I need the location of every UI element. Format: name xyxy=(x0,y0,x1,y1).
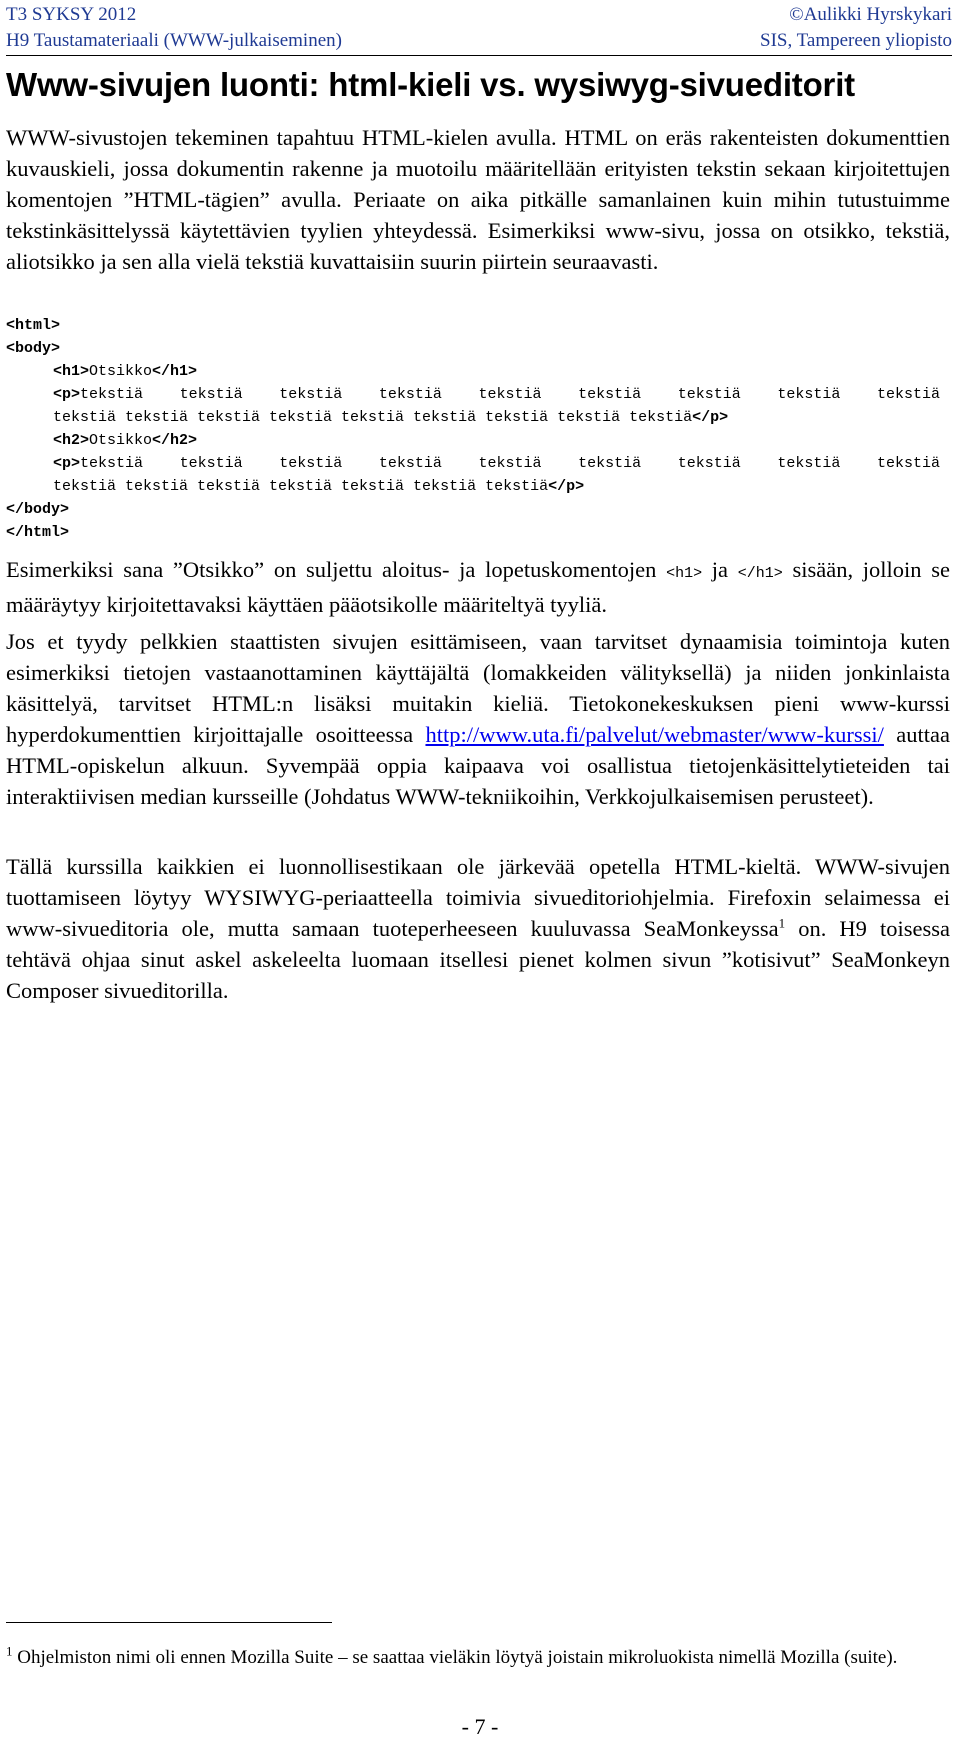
para3-text-start: Jos et tyydy pelkkien staattisten sivujen esittämiseen, vaan tarvitset dynaamisia toimintoja kuten esimerkiksi tietojen vastaanottaminen käyttäjältä (lomakkeiden välityksellä) ja niiden jonkinlaista käsittelyä, tarvitset HTML:n lisäksi muitakin kieliä. Tietokonekeskuksen pieni www-kurssi hyperdokumenttien kirjoittajalle osoitteessa xyxy=(6,629,950,747)
code-h1-line xyxy=(6,360,950,383)
code-h1-text: Otsikko xyxy=(89,363,153,380)
para3-text-end: auttaa HTML-opiskelun alkuun. Syvempää oppia kaipaava voi osallistua tietojenkäsittelytieteiden tai interaktiivisen median kursseille (Johdatus WWW-tekniikoihin, Verkkojulkaisemisen perusteet). xyxy=(6,722,951,809)
code-html-open: <html> xyxy=(6,317,61,334)
header-course: T3 SYKSY 2012 xyxy=(6,4,137,25)
code-html-close: </html> xyxy=(6,524,70,541)
code-p2-close: </p> xyxy=(548,478,585,495)
code-h2-close: </h2> xyxy=(152,432,198,449)
header-material: H9 Taustamateriaali (WWW-julkaiseminen) xyxy=(6,30,342,51)
inline-code-h1-open: <h1> xyxy=(666,565,703,582)
code-p1-text2: tekstiä tekstiä tekstiä tekstiä tekstiä tekstiä tekstiä tekstiä tekstiä xyxy=(53,409,693,426)
code-p2-text2: tekstiä tekstiä tekstiä tekstiä tekstiä tekstiä tekstiä xyxy=(53,478,549,495)
code-h2-line xyxy=(6,429,950,452)
h1-explanation-paragraph xyxy=(6,554,950,620)
www-course-link[interactable]: http://www.uta.fi/palvelut/webmaster/www-kurssi/ xyxy=(425,722,884,747)
code-p1-open: <p> xyxy=(53,386,81,403)
code-h1-open: <h1> xyxy=(53,363,90,380)
code-p2-line1 xyxy=(6,452,950,475)
code-h2-text: Otsikko xyxy=(89,432,153,449)
footnote-number: 1 xyxy=(6,1643,13,1659)
header-institution: SIS, Tampereen yliopisto xyxy=(760,30,952,51)
para2-text-start: Esimerkiksi sana ”Otsikko” on suljettu aloitus- ja lopetuskomentojen xyxy=(6,557,667,582)
intro-paragraph: WWW-sivustojen tekeminen tapahtuu HTML-kielen avulla. HTML on eräs rakenteisten dokumenttien kuvauskieli, jossa dokumentin rakenne ja muotoilu määritellään erityisten tekstin sekaan kirjoitettujen komentojen ”HTML-tägien” avulla. Periaate on aika pitkälle samanlainen kuin mihin tutustuimme tekstinkäsittelyssä käytettävien tyylien yhteydessä. Esimerkiksi www-sivu, jossa on otsikko, tekstiä, aliotsikko ja sen alla vielä tekstiä kuvattaisiin suurin piirtein seuraavasti. xyxy=(6,125,950,274)
code-h1-close: </h1> xyxy=(152,363,198,380)
code-p1-line1 xyxy=(6,383,950,406)
code-body-open: <body> xyxy=(6,340,61,357)
page-title: Www-sivujen luonti: html-kieli vs. wysiwyg-sivueditorit xyxy=(6,66,855,103)
para2-text-mid: ja xyxy=(702,557,738,582)
code-h2-open: <h2> xyxy=(53,432,90,449)
code-body-close: </body> xyxy=(6,501,70,518)
page-header xyxy=(6,2,952,56)
code-p1-text1: tekstiä tekstiä tekstiä tekstiä tekstiä tekstiä tekstiä tekstiä tekstiä xyxy=(80,386,940,403)
para4-text-end: on. H9 toisessa tehtävä ohjaa sinut askel askeleelta luomaan itsellesi pienet kolmen sivun ”kotisivut” SeaMonkeyn Composer sivueditorilla. xyxy=(6,916,950,1003)
header-author: ©Aulikki Hyrskykari xyxy=(789,4,952,25)
wysiwyg-paragraph xyxy=(6,851,950,1006)
page-number: - 7 - xyxy=(461,1714,499,1739)
inline-code-h1-close: </h1> xyxy=(737,565,783,582)
footnote-separator xyxy=(6,1622,332,1623)
code-p1-close: </p> xyxy=(692,409,729,426)
html-code-example xyxy=(6,314,950,544)
footnote-text: Ohjelmiston nimi oli ennen Mozilla Suite – se saattaa vieläkin löytyä joistain mikroluokista nimellä Mozilla (suite). xyxy=(12,1647,898,1668)
footnote-reference: 1 xyxy=(778,915,786,931)
para2-text-end: sisään, jolloin se määräytyy kirjoitettavaksi käyttäen pääotsikolle määriteltyä tyyliä. xyxy=(6,557,950,617)
dynamic-pages-paragraph xyxy=(6,626,950,812)
footnote xyxy=(6,1644,950,1671)
code-p2-open: <p> xyxy=(53,455,81,472)
code-p1-line2 xyxy=(6,406,950,429)
code-p2-line2 xyxy=(6,475,950,498)
para4-text-start: Tällä kurssilla kaikkien ei luonnollisestikaan ole järkevää opetella HTML-kieltä. WWW-sivujen tuottamiseen löytyy WYSIWYG-periaatteella toimivia sivueditoriohjelmia. Firefoxin selaimessa ei www-sivueditoria ole, mutta samaan tuoteperheeseen kuuluvassa SeaMonkeyssa xyxy=(6,854,950,941)
code-p2-text1: tekstiä tekstiä tekstiä tekstiä tekstiä tekstiä tekstiä tekstiä tekstiä xyxy=(80,455,940,472)
